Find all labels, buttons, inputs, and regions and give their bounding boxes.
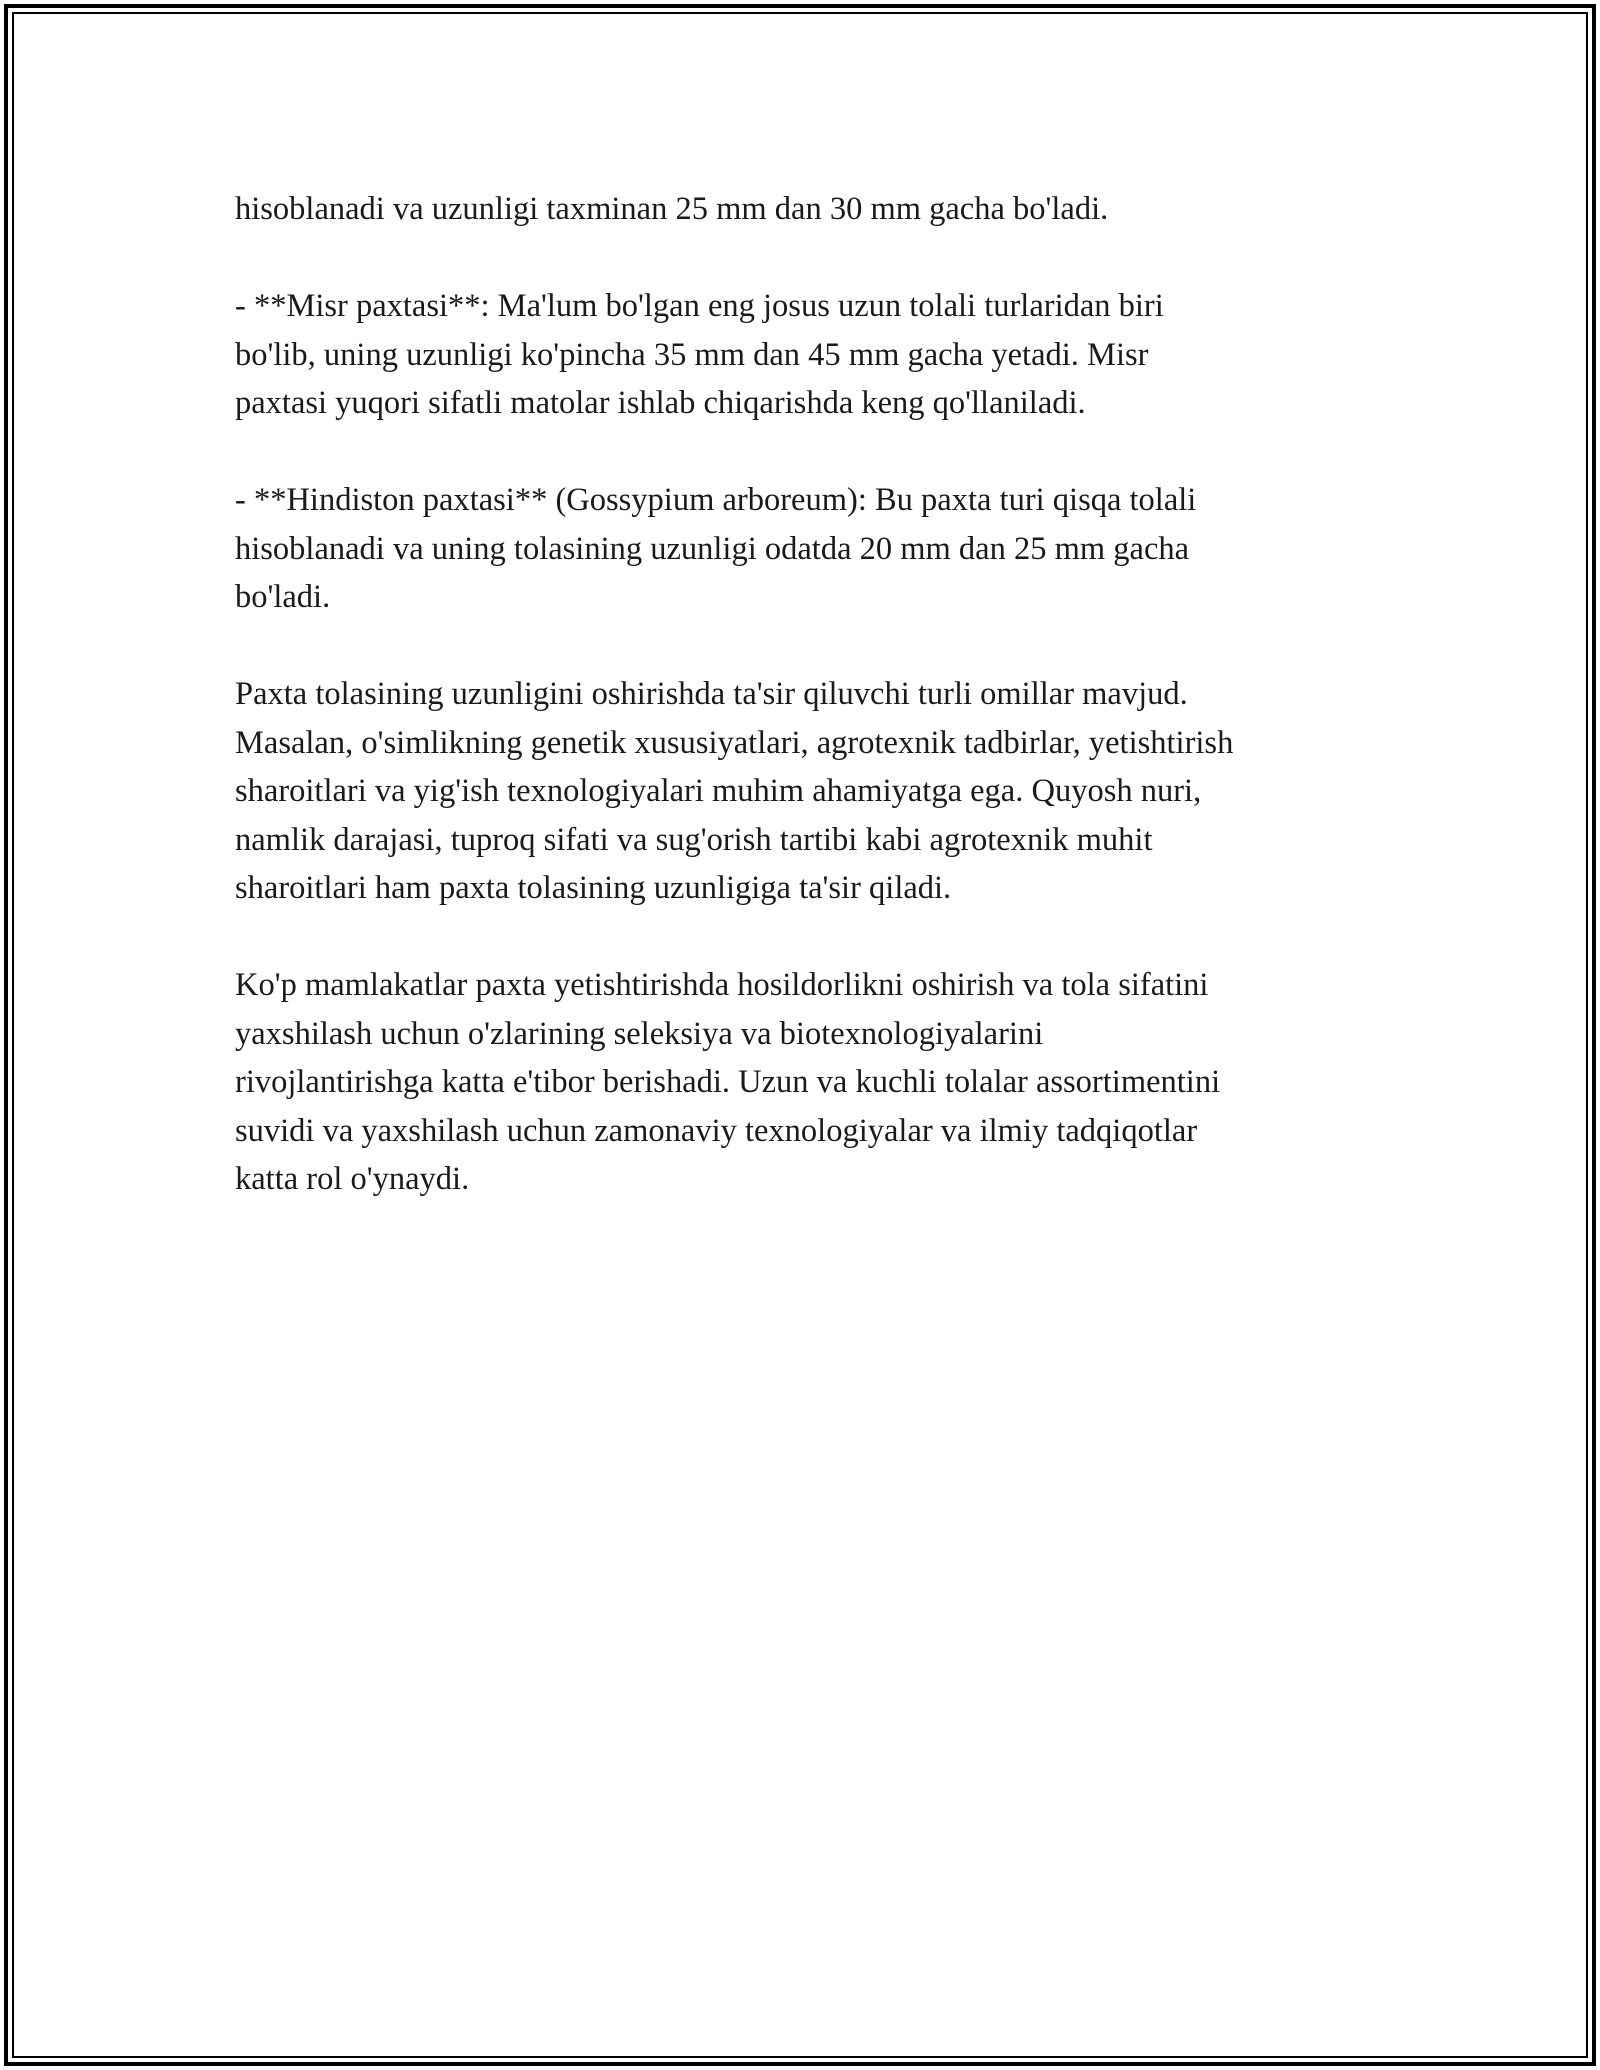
paragraph-misr-paxtasi: - **Misr paxtasi**: Ma'lum bo'lgan eng josus uzun tolali turlaridan biri bo'lib, uning uzunligi ko'pincha 35 mm dan 45 mm gacha yetadi. Misr paxtasi yuqori sifatli matolar ishlab chiqarishda keng qo'llaniladi.	[235, 288, 1164, 421]
paragraph-hisoblanadi: hisoblanadi va uzunligi taxminan 25 mm dan 30 mm gacha bo'ladi.	[235, 191, 1109, 227]
paragraph-mamlakatlar: Ko'p mamlakatlar paxta yetishtirishda hosildorlikni oshirish va tola sifatini yaxshilash uchun o'zlarining seleksiya va biotexnologiyalarini rivojlantirishga katta e'tibor berishadi. Uzun va kuchli tolalar assortimentini suvidi va yaxshilash uchun zamonaviy texnologiyalar va ilmiy tadqiqotlar katta rol o'ynaydi.	[235, 967, 1221, 1197]
paragraph-omillar: Paxta tolasining uzunligini oshirishda ta'sir qiluvchi turli omillar mavjud. Masalan, o'simlikning genetik xususiyatlari, agrotexnik tadbirlar, yetishtirish sharoitlari va yig'ish texnologiyalari muhim ahamiyatga ega. Quyosh nuri, namlik darajasi, tuproq sifati va sug'orish tartibi kabi agrotexnik muhit sharoitlari ham paxta tolasining uzunligiga ta'sir qiladi.	[235, 676, 1234, 906]
document-body	[235, 185, 1385, 1252]
paragraph-hindiston-paxtasi: - **Hindiston paxtasi** (Gossypium arboreum): Bu paxta turi qisqa tolali hisoblanadi va uning tolasining uzunligi odatda 20 mm dan 25 mm gacha bo'ladi.	[235, 482, 1197, 615]
